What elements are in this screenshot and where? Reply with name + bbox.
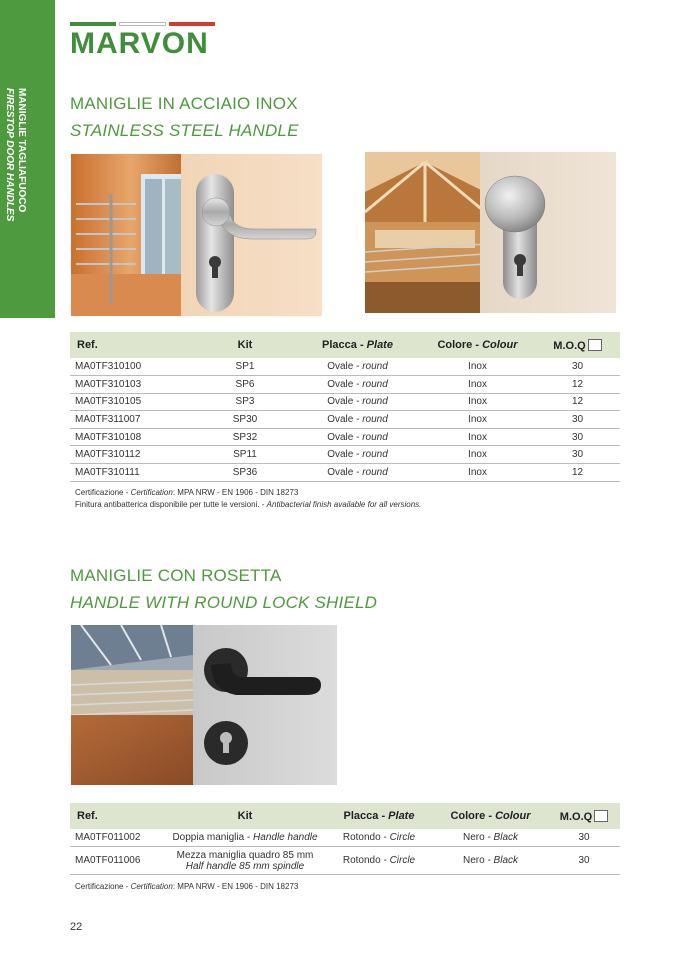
certification-note: Certificazione - Certification: MPA NRW - EN 1906 - DIN 18273 xyxy=(75,488,299,497)
col-moq: M.O.Q xyxy=(548,803,620,829)
table-row: MA0TF311007 SP30 Ovale - round Inox 30 xyxy=(70,411,620,429)
table-row: MA0TF310103 SP6 Ovale - round Inox 12 xyxy=(70,376,620,394)
table-row: MA0TF011002 Doppia maniglia - Handle handle Rotondo - Circle Nero - Black 30 xyxy=(70,829,620,847)
section1-title-en: STAINLESS STEEL HANDLE xyxy=(70,121,299,140)
logo-text: MARVON xyxy=(70,27,209,60)
box-icon xyxy=(588,339,602,351)
side-tab-line-en: FIRESTOP DOOR HANDLES xyxy=(4,88,15,222)
section2-title-en: HANDLE WITH ROUND LOCK SHIELD xyxy=(70,593,378,612)
col-ref: Ref. xyxy=(70,803,165,829)
side-tab-label xyxy=(3,88,27,221)
italian-flag-stripe xyxy=(70,22,215,26)
col-plate: Placca - Plate xyxy=(295,332,420,358)
photo-stainless-knob-attic xyxy=(365,152,616,313)
section2-title-it: MANIGLIE CON ROSETTA xyxy=(70,566,282,585)
page-number: 22 xyxy=(70,921,83,933)
col-colour: Colore - Colour xyxy=(433,803,548,829)
table-header-row xyxy=(70,332,620,358)
col-ref: Ref. xyxy=(70,332,195,358)
side-tab-line-it: MANIGLIE TAGLIAFUOCO xyxy=(16,88,27,213)
table-row: MA0TF011006 Mezza maniglia quadro 85 mm Half handle 85 mm spindle Rotondo - Circle Nero - Black 30 xyxy=(70,847,620,875)
table-row: MA0TF310112 SP11 Ovale - round Inox 30 xyxy=(70,446,620,464)
table-row: MA0TF310100 SP1 Ovale - round Inox 30 xyxy=(70,358,620,376)
section2-notes xyxy=(75,881,298,893)
brand-logo xyxy=(70,22,215,61)
box-icon xyxy=(594,810,608,822)
col-moq: M.O.Q xyxy=(535,332,620,358)
table-row: MA0TF310108 SP32 Ovale - round Inox 30 xyxy=(70,428,620,446)
col-kit: Kit xyxy=(165,803,325,829)
col-kit: Kit xyxy=(195,332,295,358)
table-row: MA0TF310105 SP3 Ovale - round Inox 12 xyxy=(70,393,620,411)
section1-title-it: MANIGLIE IN ACCIAIO INOX xyxy=(70,94,298,113)
stainless-handle-table xyxy=(70,332,620,482)
col-colour: Colore - Colour xyxy=(420,332,535,358)
table-header-row xyxy=(70,803,620,829)
photo-stainless-handle-interior xyxy=(71,154,322,316)
antibacterial-note: Finitura antibatterica disponibile per tutte le versioni. - Antibacterial finish available for all versions. xyxy=(75,500,422,509)
col-plate: Placca - Plate xyxy=(325,803,433,829)
section1-notes xyxy=(75,487,421,511)
table-row: MA0TF310111 SP36 Ovale - round Inox 12 xyxy=(70,464,620,482)
certification-note: Certificazione - Certification: MPA NRW - EN 1906 - DIN 18273 xyxy=(75,882,299,891)
photo-black-rosette-handle xyxy=(71,625,337,785)
rosette-handle-table xyxy=(70,803,620,875)
